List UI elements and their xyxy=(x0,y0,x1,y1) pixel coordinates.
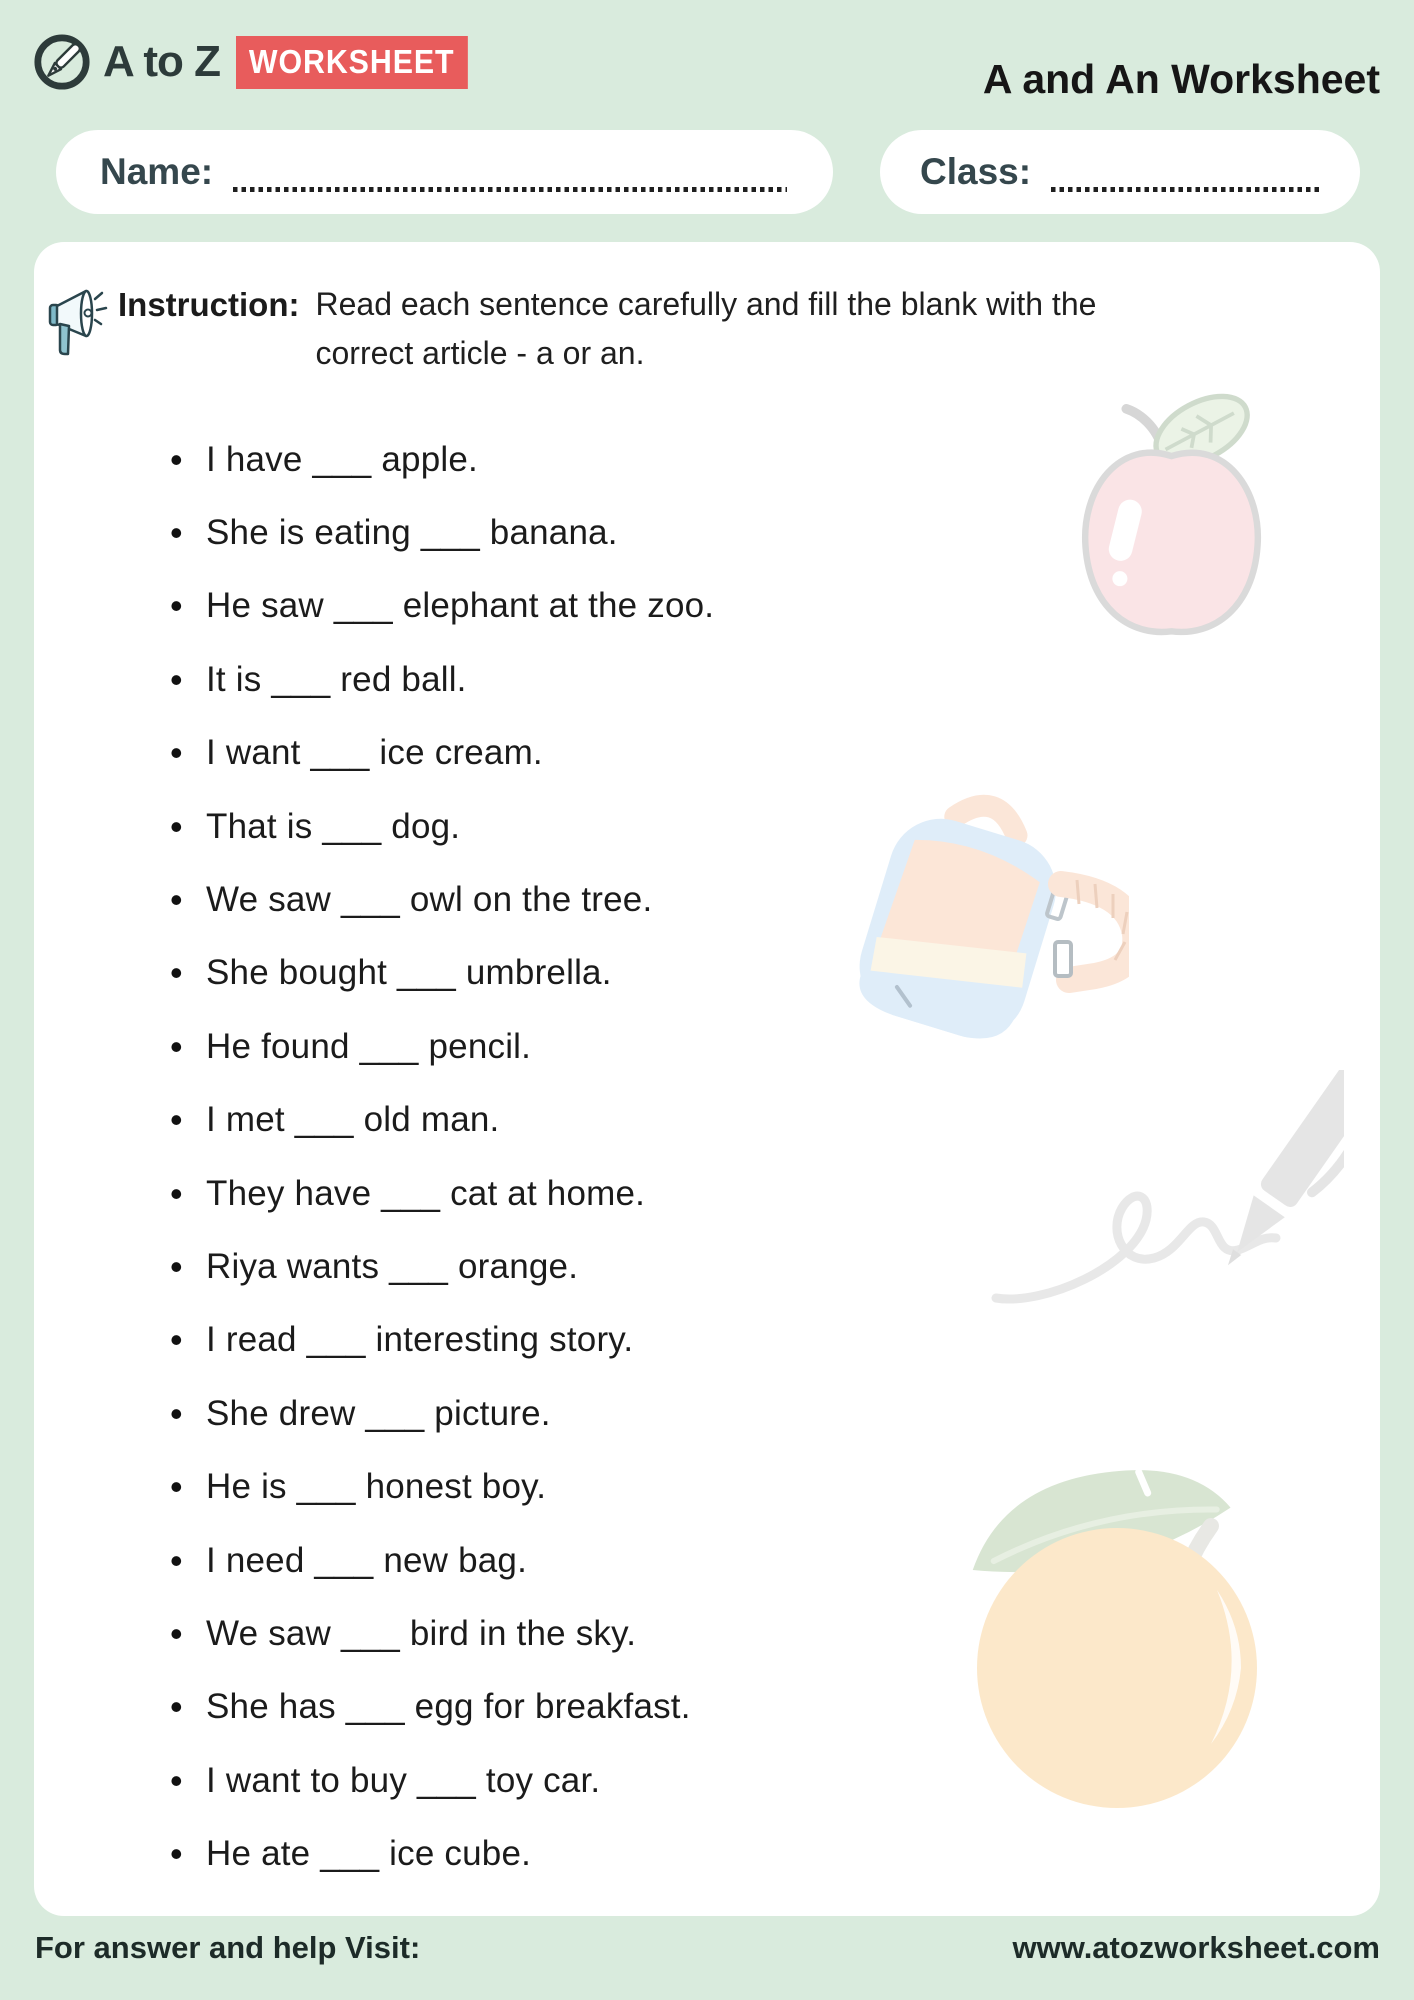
bullet-icon: • xyxy=(170,1759,183,1801)
sentence-text: Riya wants ___ orange. xyxy=(206,1246,579,1286)
footer-help-text: For answer and help Visit: xyxy=(35,1930,421,1965)
bullet-icon: • xyxy=(170,512,183,554)
list-item xyxy=(170,1230,1170,1303)
sentence-text: They have ___ cat at home. xyxy=(206,1173,646,1213)
name-field xyxy=(56,130,833,214)
sentence-text: We saw ___ owl on the tree. xyxy=(206,880,653,920)
bullet-icon: • xyxy=(170,1392,183,1434)
bullet-icon: • xyxy=(170,952,183,994)
bullet-icon: • xyxy=(170,1099,183,1141)
sentence-text: He saw ___ elephant at the zoo. xyxy=(206,586,715,626)
name-write-line xyxy=(233,187,787,192)
instruction-line2: correct article - a or an. xyxy=(315,335,645,371)
class-field xyxy=(880,130,1360,214)
list-item xyxy=(170,1450,1170,1523)
pen-circle-icon xyxy=(33,33,91,91)
bullet-icon: • xyxy=(170,1172,183,1214)
bullet-icon: • xyxy=(170,1539,183,1581)
bullet-icon: • xyxy=(170,805,183,847)
sentence-text: She drew ___ picture. xyxy=(206,1393,551,1433)
bullet-icon: • xyxy=(170,1025,183,1067)
bullet-icon: • xyxy=(170,585,183,627)
list-item xyxy=(170,1671,1170,1744)
list-item xyxy=(170,1010,1170,1083)
list-item xyxy=(170,1377,1170,1450)
sentence-text: I want ___ ice cream. xyxy=(206,733,543,773)
sentence-text: I need ___ new bag. xyxy=(206,1540,528,1580)
instruction-block xyxy=(48,280,1096,378)
list-item xyxy=(170,1744,1170,1817)
bullet-icon: • xyxy=(170,1686,183,1728)
megaphone-icon xyxy=(48,284,108,365)
sentence-text: It is ___ red ball. xyxy=(206,659,467,699)
list-item xyxy=(170,790,1170,863)
bullet-icon: • xyxy=(170,879,183,921)
instruction-text xyxy=(315,280,1096,378)
class-write-line xyxy=(1051,187,1320,192)
worksheet-card xyxy=(34,242,1380,1916)
list-item xyxy=(170,496,1170,569)
sentence-text: I read ___ interesting story. xyxy=(206,1320,634,1360)
sentence-text: She is eating ___ banana. xyxy=(206,513,618,553)
list-item xyxy=(170,1524,1170,1597)
list-item xyxy=(170,423,1170,496)
bullet-icon: • xyxy=(170,658,183,700)
list-item xyxy=(170,1157,1170,1230)
list-item xyxy=(170,1084,1170,1157)
sentence-text: He ate ___ ice cube. xyxy=(206,1834,532,1874)
bullet-icon: • xyxy=(170,732,183,774)
list-item xyxy=(170,643,1170,716)
sentence-text: I want to buy ___ toy car. xyxy=(206,1760,601,1800)
name-label: Name: xyxy=(100,151,214,192)
bullet-icon: • xyxy=(170,438,183,480)
brand-name: A to Z xyxy=(103,37,220,86)
instruction-label: Instruction: xyxy=(118,286,300,323)
list-item xyxy=(170,1817,1170,1890)
list-item xyxy=(170,717,1170,790)
bullet-icon: • xyxy=(170,1466,183,1508)
sentence-text: I met ___ old man. xyxy=(206,1100,500,1140)
sentence-text: That is ___ dog. xyxy=(206,806,461,846)
bullet-icon: • xyxy=(170,1319,183,1361)
list-item xyxy=(170,1597,1170,1670)
brand-badge: WORKSHEET xyxy=(236,36,467,89)
instruction-line1: Read each sentence carefully and fill the blank with the xyxy=(315,286,1097,322)
list-item xyxy=(170,863,1170,936)
bullet-icon: • xyxy=(170,1245,183,1287)
sentence-text: He is ___ honest boy. xyxy=(206,1467,547,1507)
footer-website-url: www.atozworksheet.com xyxy=(1012,1930,1380,1965)
sentence-text: We saw ___ bird in the sky. xyxy=(206,1613,637,1653)
sentence-text: She has ___ egg for breakfast. xyxy=(206,1687,691,1727)
page-title: A and An Worksheet xyxy=(982,56,1380,102)
list-item xyxy=(170,937,1170,1010)
brand-logo xyxy=(33,33,488,91)
sentence-list xyxy=(170,423,1170,1891)
bullet-icon: • xyxy=(170,1833,183,1875)
class-label: Class: xyxy=(920,151,1032,192)
sentence-text: I have ___ apple. xyxy=(206,439,478,479)
list-item xyxy=(170,570,1170,643)
list-item xyxy=(170,1304,1170,1377)
bullet-icon: • xyxy=(170,1612,183,1654)
sentence-text: He found ___ pencil. xyxy=(206,1026,532,1066)
sentence-text: She bought ___ umbrella. xyxy=(206,953,612,993)
